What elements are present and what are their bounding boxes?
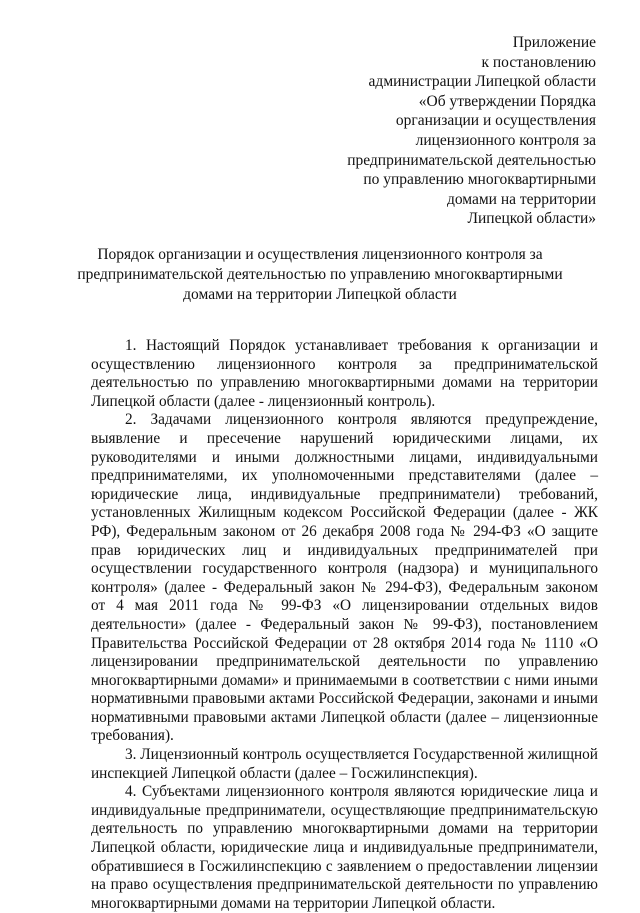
paragraph-line: лицензировании предпринимательской деятельности по управлению	[91, 653, 598, 671]
paragraph-line: многоквартирными домами на территории Липецкой области.	[91, 894, 496, 912]
paragraph-3	[91, 746, 598, 783]
paragraph-line: нормативными правовыми актами Российской Федерации, законами и иными	[91, 690, 598, 708]
title-line: домами на территории Липецкой области	[183, 286, 457, 303]
appendix-line: домами на территории	[446, 190, 596, 208]
appendix-header	[296, 33, 596, 229]
paragraph-line: выявление и пресечение нарушений юридическими лицами, их	[91, 429, 598, 447]
paragraph-2	[91, 411, 598, 746]
paragraph-line: руководителями и иными должностными лицами, индивидуальными	[91, 448, 598, 466]
paragraph-line: 3. Лицензионный контроль осуществляется Государственной жилищной	[125, 746, 598, 764]
paragraph-line: нормативными правовыми актами Липецкой области (далее – лицензионные	[91, 708, 598, 726]
document-body	[91, 337, 598, 913]
paragraph-line: деятельностью по управлению многоквартирными домами на территории	[91, 374, 598, 392]
appendix-line: предпринимательской деятельностью	[347, 151, 596, 169]
appendix-line: по управлению многоквартирными	[363, 171, 596, 189]
appendix-line: Липецкой области»	[467, 210, 596, 228]
paragraph-line: предпринимателями, их уполномоченными представителями (далее –	[91, 467, 598, 485]
paragraph-line: установленных Жилищным кодексом Российской Федерации (далее - ЖК	[91, 504, 598, 522]
paragraph-line: деятельности» (далее - Федеральный закон № 99-ФЗ), постановлением	[91, 615, 598, 633]
paragraph-line: деятельность по управлению многоквартирными домами на территории	[91, 820, 598, 838]
paragraph-line: юридические лица, индивидуальные предприниматели) требований,	[91, 485, 598, 503]
paragraph-line: индивидуальные предприниматели, осуществляющие предпринимательскую	[91, 801, 598, 819]
appendix-line: лицензионного контроля за	[415, 131, 596, 149]
paragraph-1	[91, 337, 598, 411]
paragraph-line: Липецкой области, юридические лица и индивидуальные предприниматели,	[91, 839, 598, 857]
appendix-line: Приложение	[512, 34, 596, 51]
paragraph-line: инспекцией Липецкой области (далее – Госжилинспекция).	[91, 764, 478, 782]
paragraph-line: Правительства Российской Федерации от 28 октября 2014 года № 1110 «О	[91, 634, 598, 652]
paragraph-line: РФ), Федеральным законом от 26 декабря 2008 года № 294-ФЗ «О защите	[91, 522, 598, 540]
paragraph-line: многоквартирными домами» и принимаемыми в соответствии с ними иными	[91, 671, 598, 689]
title-line: Порядок организации и осуществления лицензионного контроля за	[97, 246, 543, 263]
paragraph-line: от 4 мая 2011 года № 99-ФЗ «О лицензировании отдельных видов	[91, 597, 598, 615]
paragraph-line: контроля» (далее - Федеральный закон № 294-ФЗ), Федеральным законом	[91, 578, 598, 596]
paragraph-line: прав юридических лиц и индивидуальных предпринимателей при	[91, 541, 598, 559]
paragraph-line: 4. Субъектами лицензионного контроля являются юридические лица и	[125, 783, 598, 801]
paragraph-line: 1. Настоящий Порядок устанавливает требования к организации и	[125, 337, 598, 354]
paragraph-line: осуществлению лицензионного контроля за предпринимательской	[91, 355, 598, 373]
paragraph-4	[91, 783, 598, 913]
appendix-line: организации и осуществления	[395, 112, 596, 130]
appendix-line: администрации Липецкой области	[368, 73, 596, 91]
paragraph-line: на право осуществления предпринимательской деятельности по управлению	[91, 876, 598, 894]
paragraph-line: требования).	[91, 727, 174, 745]
appendix-line: «Об утверждении Порядка	[418, 92, 596, 110]
paragraph-line: 2. Задачами лицензионного контроля являются предупреждение,	[125, 411, 598, 429]
paragraph-line: Липецкой области (далее - лицензионный контроль).	[91, 392, 436, 410]
paragraph-line: обратившиеся в Госжилинспекцию с заявлением о предоставлении лицензии	[91, 857, 598, 875]
title-line: предпринимательской деятельностью по управлению многоквартирными	[77, 266, 563, 283]
appendix-line: к постановлению	[481, 53, 596, 71]
document-title	[70, 245, 570, 305]
paragraph-line: осуществлении государственного контроля (надзора) и муниципального	[91, 560, 598, 578]
